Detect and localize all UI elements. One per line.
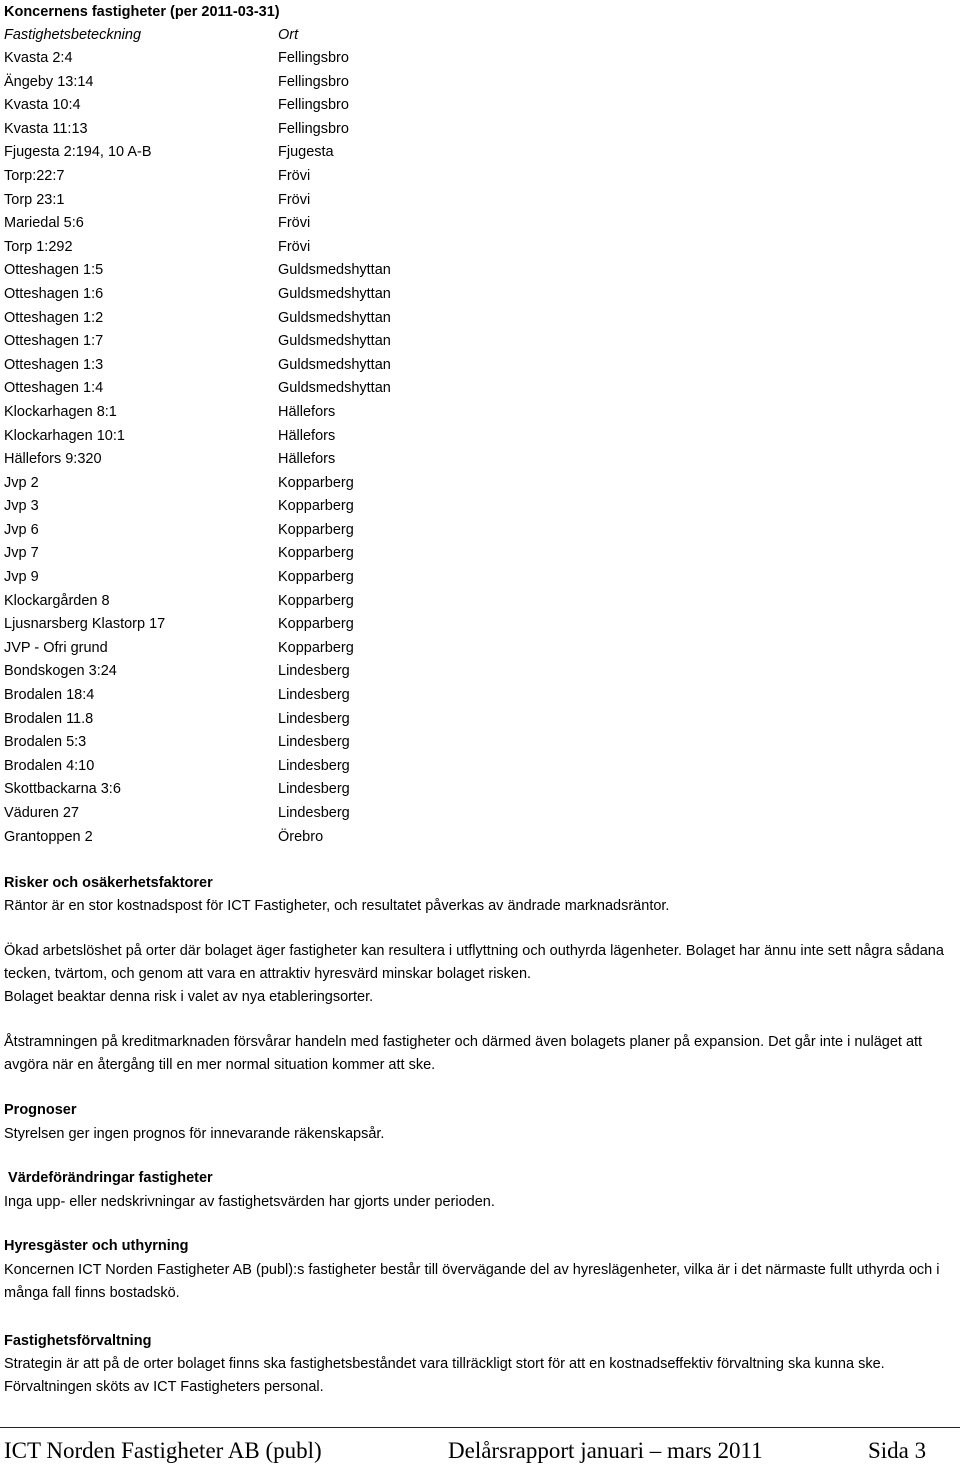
cell-ort: Kopparberg xyxy=(278,498,354,515)
table-row xyxy=(4,48,604,72)
cell-ort: Kopparberg xyxy=(278,521,354,538)
cell-fastighetsbeteckning: Klockargården 8 xyxy=(4,592,110,609)
table-row xyxy=(4,591,604,615)
table-row xyxy=(4,142,604,166)
cell-fastighetsbeteckning: Grantoppen 2 xyxy=(4,828,93,845)
cell-ort: Lindesberg xyxy=(278,781,350,798)
cell-ort: Hällefors xyxy=(278,403,336,420)
table-row xyxy=(4,567,604,591)
table-row xyxy=(4,213,604,237)
property-table xyxy=(4,48,604,850)
heading-prognoser: Prognoser xyxy=(4,1102,77,1118)
cell-ort: Hällefors xyxy=(278,427,336,444)
column-header-ort: Ort xyxy=(278,27,299,43)
table-row xyxy=(4,520,604,544)
cell-fastighetsbeteckning: Otteshagen 1:4 xyxy=(4,380,104,397)
cell-fastighetsbeteckning: Torp 23:1 xyxy=(4,191,65,208)
table-row xyxy=(4,779,604,803)
cell-fastighetsbeteckning: Brodalen 5:3 xyxy=(4,734,87,751)
cell-fastighetsbeteckning: Bondskogen 3:24 xyxy=(4,663,117,680)
table-row xyxy=(4,685,604,709)
cell-fastighetsbeteckning: Brodalen 4:10 xyxy=(4,757,95,774)
table-row xyxy=(4,661,604,685)
cell-ort: Frövi xyxy=(278,167,311,184)
table-row xyxy=(4,496,604,520)
cell-fastighetsbeteckning: Brodalen 11.8 xyxy=(4,710,94,727)
cell-ort: Fellingsbro xyxy=(278,97,349,114)
table-row xyxy=(4,237,604,261)
table-row xyxy=(4,803,604,827)
cell-ort: Guldsmedshyttan xyxy=(278,356,391,373)
cell-ort: Fjugesta xyxy=(278,144,334,161)
cell-fastighetsbeteckning: Ljusnarsberg Klastorp 17 xyxy=(4,616,166,633)
paragraph-risker-4: Åtstramningen på kreditmarknaden försvårar handeln med fastigheter och därmed även bolagets planer på expansion. Det går inte i nuläget att avgöra när en återgång till en mer normal situation kommer att ske. xyxy=(4,1034,923,1073)
table-row xyxy=(4,543,604,567)
cell-ort: Guldsmedshyttan xyxy=(278,380,391,397)
table-row xyxy=(4,473,604,497)
cell-ort: Kopparberg xyxy=(278,639,354,656)
table-row xyxy=(4,355,604,379)
cell-fastighetsbeteckning: Otteshagen 1:5 xyxy=(4,262,104,279)
table-row xyxy=(4,614,604,638)
paragraph-vardeforandringar: Inga upp- eller nedskrivningar av fastighetsvärden har gjorts under perioden. xyxy=(4,1194,495,1210)
table-row xyxy=(4,260,604,284)
cell-ort: Kopparberg xyxy=(278,616,354,633)
table-row xyxy=(4,426,604,450)
table-row xyxy=(4,284,604,308)
cell-fastighetsbeteckning: Brodalen 18:4 xyxy=(4,687,95,704)
table-row xyxy=(4,95,604,119)
cell-ort: Guldsmedshyttan xyxy=(278,333,391,350)
cell-ort: Lindesberg xyxy=(278,805,350,821)
table-row xyxy=(4,308,604,332)
paragraph-hyresgaster: Koncernen ICT Norden Fastigheter AB (publ):s fastigheter består till övervägande del av hyreslägenheter, vilka är i det närmaste fullt uthyrda och i många fall finns bostadskö. xyxy=(4,1262,940,1301)
paragraph-risker-2: Ökad arbetslöshet på orter där bolaget äger fastigheter kan resultera i utflyttning och outhyrda lägenheter. Bolaget har ännu inte sett några sådana tecken, tvärtom, och genom att vara en attraktiv hyresvärd minskar bolaget risken. xyxy=(4,943,944,982)
cell-ort: Guldsmedshyttan xyxy=(278,309,391,326)
footer-divider xyxy=(0,1427,960,1428)
heading-vardeforandringar: Värdeförändringar fastigheter xyxy=(4,1170,213,1186)
cell-fastighetsbeteckning: Fjugesta 2:194, 10 A-B xyxy=(4,144,152,161)
cell-ort: Lindesberg xyxy=(278,734,350,751)
table-row xyxy=(4,402,604,426)
column-header-fastighetsbeteckning: Fastighetsbeteckning xyxy=(4,27,142,43)
cell-ort: Guldsmedshyttan xyxy=(278,262,391,279)
heading-hyresgaster: Hyresgäster och uthyrning xyxy=(4,1238,189,1254)
cell-fastighetsbeteckning: Mariedal 5:6 xyxy=(4,215,84,232)
cell-fastighetsbeteckning: Jvp 7 xyxy=(4,545,39,562)
cell-ort: Frövi xyxy=(278,238,311,255)
cell-ort: Hällefors xyxy=(278,451,336,468)
table-row xyxy=(4,72,604,96)
heading-fastighetsforvaltning: Fastighetsförvaltning xyxy=(4,1333,152,1349)
cell-fastighetsbeteckning: Hällefors 9:320 xyxy=(4,451,102,468)
cell-fastighetsbeteckning: Kvasta 10:4 xyxy=(4,97,81,114)
table-row xyxy=(4,732,604,756)
cell-ort: Frövi xyxy=(278,215,311,232)
cell-fastighetsbeteckning: Otteshagen 1:7 xyxy=(4,333,104,350)
heading-risker: Risker och osäkerhetsfaktorer xyxy=(4,875,213,891)
cell-ort: Kopparberg xyxy=(278,592,354,609)
cell-ort: Fellingsbro xyxy=(278,73,349,90)
cell-fastighetsbeteckning: Ängeby 13:14 xyxy=(4,73,94,90)
table-row xyxy=(4,166,604,190)
cell-ort: Guldsmedshyttan xyxy=(278,285,391,302)
cell-fastighetsbeteckning: JVP - Ofri grund xyxy=(4,639,108,656)
cell-fastighetsbeteckning: Jvp 3 xyxy=(4,498,39,515)
cell-fastighetsbeteckning: Väduren 27 xyxy=(4,805,79,821)
table-row xyxy=(4,378,604,402)
paragraph-prognoser: Styrelsen ger ingen prognos för innevarande räkenskapsår. xyxy=(4,1126,385,1142)
cell-fastighetsbeteckning: Otteshagen 1:6 xyxy=(4,285,104,302)
cell-fastighetsbeteckning: Kvasta 11:13 xyxy=(4,120,88,137)
table-row xyxy=(4,709,604,733)
cell-fastighetsbeteckning: Klockarhagen 8:1 xyxy=(4,403,117,420)
cell-ort: Frövi xyxy=(278,191,311,208)
cell-fastighetsbeteckning: Kvasta 2:4 xyxy=(4,50,73,66)
cell-ort: Kopparberg xyxy=(278,545,354,562)
footer-report-title: Delårsrapport januari – mars 2011 xyxy=(448,1438,763,1463)
cell-fastighetsbeteckning: Otteshagen 1:2 xyxy=(4,309,104,326)
paragraph-risker-3: Bolaget beaktar denna risk i valet av nya etableringsorter. xyxy=(4,989,374,1005)
cell-ort: Lindesberg xyxy=(278,757,350,774)
cell-ort: Örebro xyxy=(278,828,324,845)
cell-fastighetsbeteckning: Jvp 2 xyxy=(4,474,39,491)
cell-fastighetsbeteckning: Torp:22:7 xyxy=(4,167,65,184)
cell-fastighetsbeteckning: Jvp 6 xyxy=(4,521,39,538)
footer-page-number: Sida 3 xyxy=(868,1438,927,1463)
table-row xyxy=(4,119,604,143)
cell-fastighetsbeteckning: Jvp 9 xyxy=(4,569,39,586)
cell-ort: Fellingsbro xyxy=(278,50,349,66)
cell-ort: Kopparberg xyxy=(278,569,354,586)
cell-ort: Lindesberg xyxy=(278,710,350,727)
cell-fastighetsbeteckning: Klockarhagen 10:1 xyxy=(4,427,125,444)
table-row xyxy=(4,331,604,355)
table-row xyxy=(4,827,604,851)
paragraph-fastighetsforvaltning: Strategin är att på de orter bolaget finns ska fastighetsbeståndet vara tillräckligt stort för att en kostnadseffektiv förvaltning ska kunna ske. Förvaltningen sköts av ICT Fastigheters personal. xyxy=(4,1356,885,1395)
cell-ort: Lindesberg xyxy=(278,663,350,680)
paragraph-risker-1: Räntor är en stor kostnadspost för ICT Fastigheter, och resultatet påverkas av ändrade marknadsräntor. xyxy=(4,898,670,914)
cell-ort: Fellingsbro xyxy=(278,120,349,137)
cell-ort: Kopparberg xyxy=(278,474,354,491)
cell-fastighetsbeteckning: Otteshagen 1:3 xyxy=(4,356,104,373)
page-title: Koncernens fastigheter (per 2011-03-31) xyxy=(4,4,280,20)
cell-ort: Lindesberg xyxy=(278,687,350,704)
table-row xyxy=(4,190,604,214)
cell-fastighetsbeteckning: Skottbackarna 3:6 xyxy=(4,781,121,798)
cell-fastighetsbeteckning: Torp 1:292 xyxy=(4,238,73,255)
table-row xyxy=(4,449,604,473)
footer-company: ICT Norden Fastigheter AB (publ) xyxy=(4,1438,322,1463)
table-row xyxy=(4,638,604,662)
table-row xyxy=(4,756,604,780)
